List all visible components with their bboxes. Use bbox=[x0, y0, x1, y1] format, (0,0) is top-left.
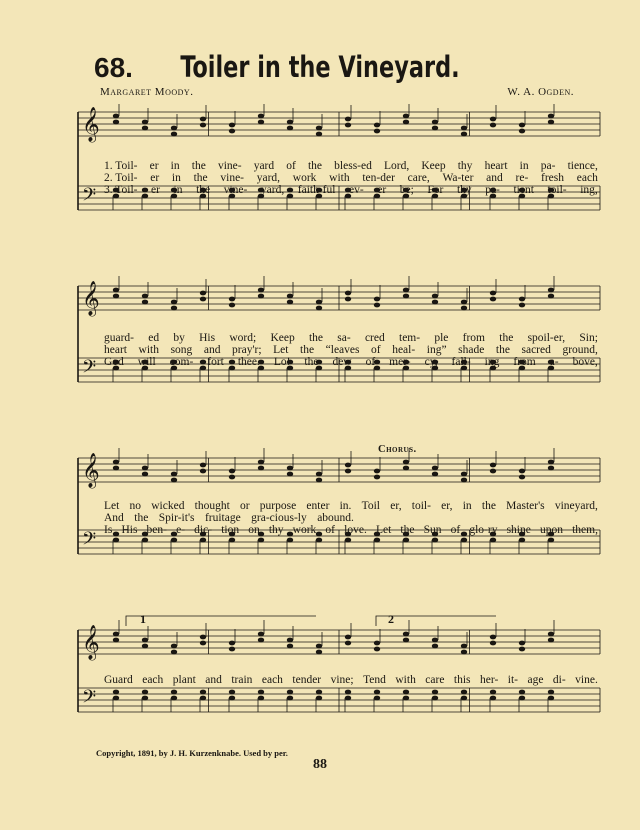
lyric-line: Guard each plant and train each tender vine; Tend with care this her- it- age di- vine. bbox=[104, 674, 598, 686]
volta-1-label: 1 bbox=[140, 612, 146, 626]
music-system-2 bbox=[76, 272, 604, 422]
hymn-title: Toiler in the Vineyard. bbox=[180, 50, 460, 84]
lyric-line: Let no wicked thought or purpose enter in. Toil er, toil- er, in the Master's vineyard, bbox=[104, 500, 598, 512]
lyric-line: Is His ben- e- dic- tion on thy work of love. Let the Sun of glo-ry shine upon them, bbox=[104, 524, 598, 536]
lyric-line: 2. Toil- er in the vine- yard, work with ten-der care, Wa-ter and re- fresh each bbox=[104, 172, 598, 184]
lyric-line: guard- ed by His word; Keep the sa- cred tem- ple from the spoil-er, Sin; bbox=[104, 332, 598, 344]
copyright-notice: Copyright, 1891, by J. H. Kurzenknabe. Used by per. bbox=[96, 748, 288, 758]
treble-clef-icon: 𝄞 bbox=[82, 453, 100, 488]
music-system-1 bbox=[76, 104, 604, 254]
treble-clef-icon: 𝄞 bbox=[82, 281, 100, 316]
bass-clef-icon: 𝄢 bbox=[82, 357, 97, 382]
music-system-3 bbox=[76, 440, 604, 590]
bass-clef-icon: 𝄢 bbox=[82, 185, 97, 210]
treble-clef-icon: 𝄞 bbox=[82, 107, 100, 142]
notes-decoration bbox=[113, 620, 554, 712]
bass-clef-icon: 𝄢 bbox=[82, 687, 97, 712]
hymn-number: 68. bbox=[94, 52, 133, 83]
lyric-line: 3. Toil- er in the vine- yard, faith-ful ev- er be; For thy pa- tient toil- ing, bbox=[104, 184, 598, 196]
bass-clef-icon: 𝄢 bbox=[82, 529, 97, 554]
chorus-label: Chorus. bbox=[378, 444, 417, 455]
lyric-line: 1. Toil- er in the vine- yard of the bless-ed Lord, Keep thy heart in pa- tience, bbox=[104, 160, 598, 172]
page-number: 88 bbox=[313, 757, 327, 772]
lyricist: Margaret Moody. bbox=[100, 86, 194, 98]
composer: W. A. Ogden. bbox=[507, 86, 574, 98]
volta-2-label: 2 bbox=[388, 612, 394, 626]
lyric-line: God will com- fort thee. Lo! the dew of mer- cy, fall- ing from a- bove, bbox=[104, 356, 598, 368]
lyric-line: heart with song and pray'r; Let the “leaves of heal- ing” shade the sacred ground, bbox=[104, 344, 598, 356]
music-system-4 bbox=[76, 612, 604, 742]
treble-clef-icon: 𝄞 bbox=[82, 625, 100, 660]
lyric-line: And the Spir-it's fruitage gra-cious-ly abound. bbox=[104, 512, 354, 524]
